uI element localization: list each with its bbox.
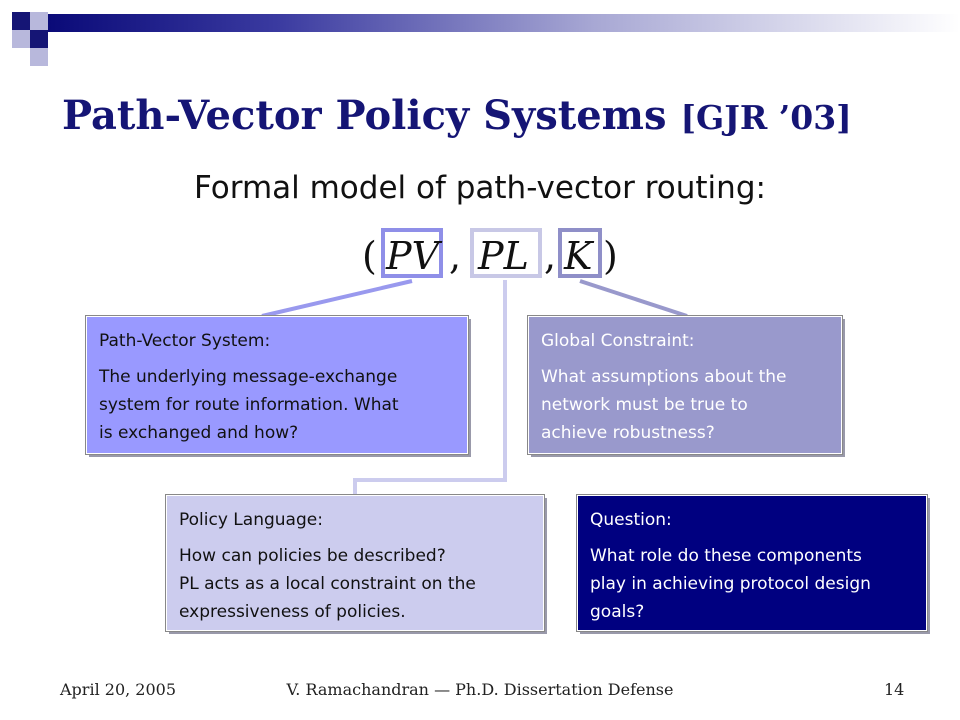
tuple-comma-2: , <box>544 234 557 278</box>
tuple-pv: PV <box>386 234 440 278</box>
header-gradient-bar <box>48 14 960 32</box>
header-square-dark-1 <box>12 12 30 30</box>
subtitle: Formal model of path-vector routing: <box>194 170 766 206</box>
policy-language-card <box>166 495 544 631</box>
title-reference: [GJR ’03] <box>680 98 852 137</box>
header-square-light-3 <box>30 48 48 66</box>
card-heading: Question: <box>590 510 672 530</box>
global-constraint-card <box>528 316 842 454</box>
footer-date: April 20, 2005 <box>60 680 177 699</box>
card-body: What assumptions about the network must be true to achieve robustness? <box>541 367 787 443</box>
card-body: What role do these components play in achieving protocol design goals? <box>590 546 871 622</box>
title-main: Path-Vector Policy Systems <box>62 92 681 139</box>
card-heading: Global Constraint: <box>541 331 695 351</box>
footer-page-number: 14 <box>884 680 905 699</box>
tuple-comma-1: , <box>449 234 462 278</box>
header-square-light-2 <box>12 30 30 48</box>
tuple-k: K <box>564 234 593 278</box>
connector-pv <box>262 281 412 316</box>
card-heading: Path-Vector System: <box>99 331 271 351</box>
header-square-light-1 <box>30 12 48 30</box>
tuple-open-paren: ( <box>362 234 377 278</box>
header-square-dark-2 <box>30 30 48 48</box>
card-body: How can policies be described? PL acts as a local constraint on the expressiveness of policies. <box>179 546 476 622</box>
connector-k <box>580 281 687 316</box>
card-heading: Policy Language: <box>179 510 323 530</box>
tuple-close-paren: ) <box>603 234 618 278</box>
tuple-pl: PL <box>478 234 529 278</box>
card-body: The underlying message-exchange system for route information. What is exchanged and how? <box>99 367 399 443</box>
footer-center-text: V. Ramachandran — Ph.D. Dissertation Defense <box>286 680 674 699</box>
page-title <box>62 92 922 139</box>
question-card <box>577 495 927 631</box>
path-vector-system-card <box>86 316 468 454</box>
